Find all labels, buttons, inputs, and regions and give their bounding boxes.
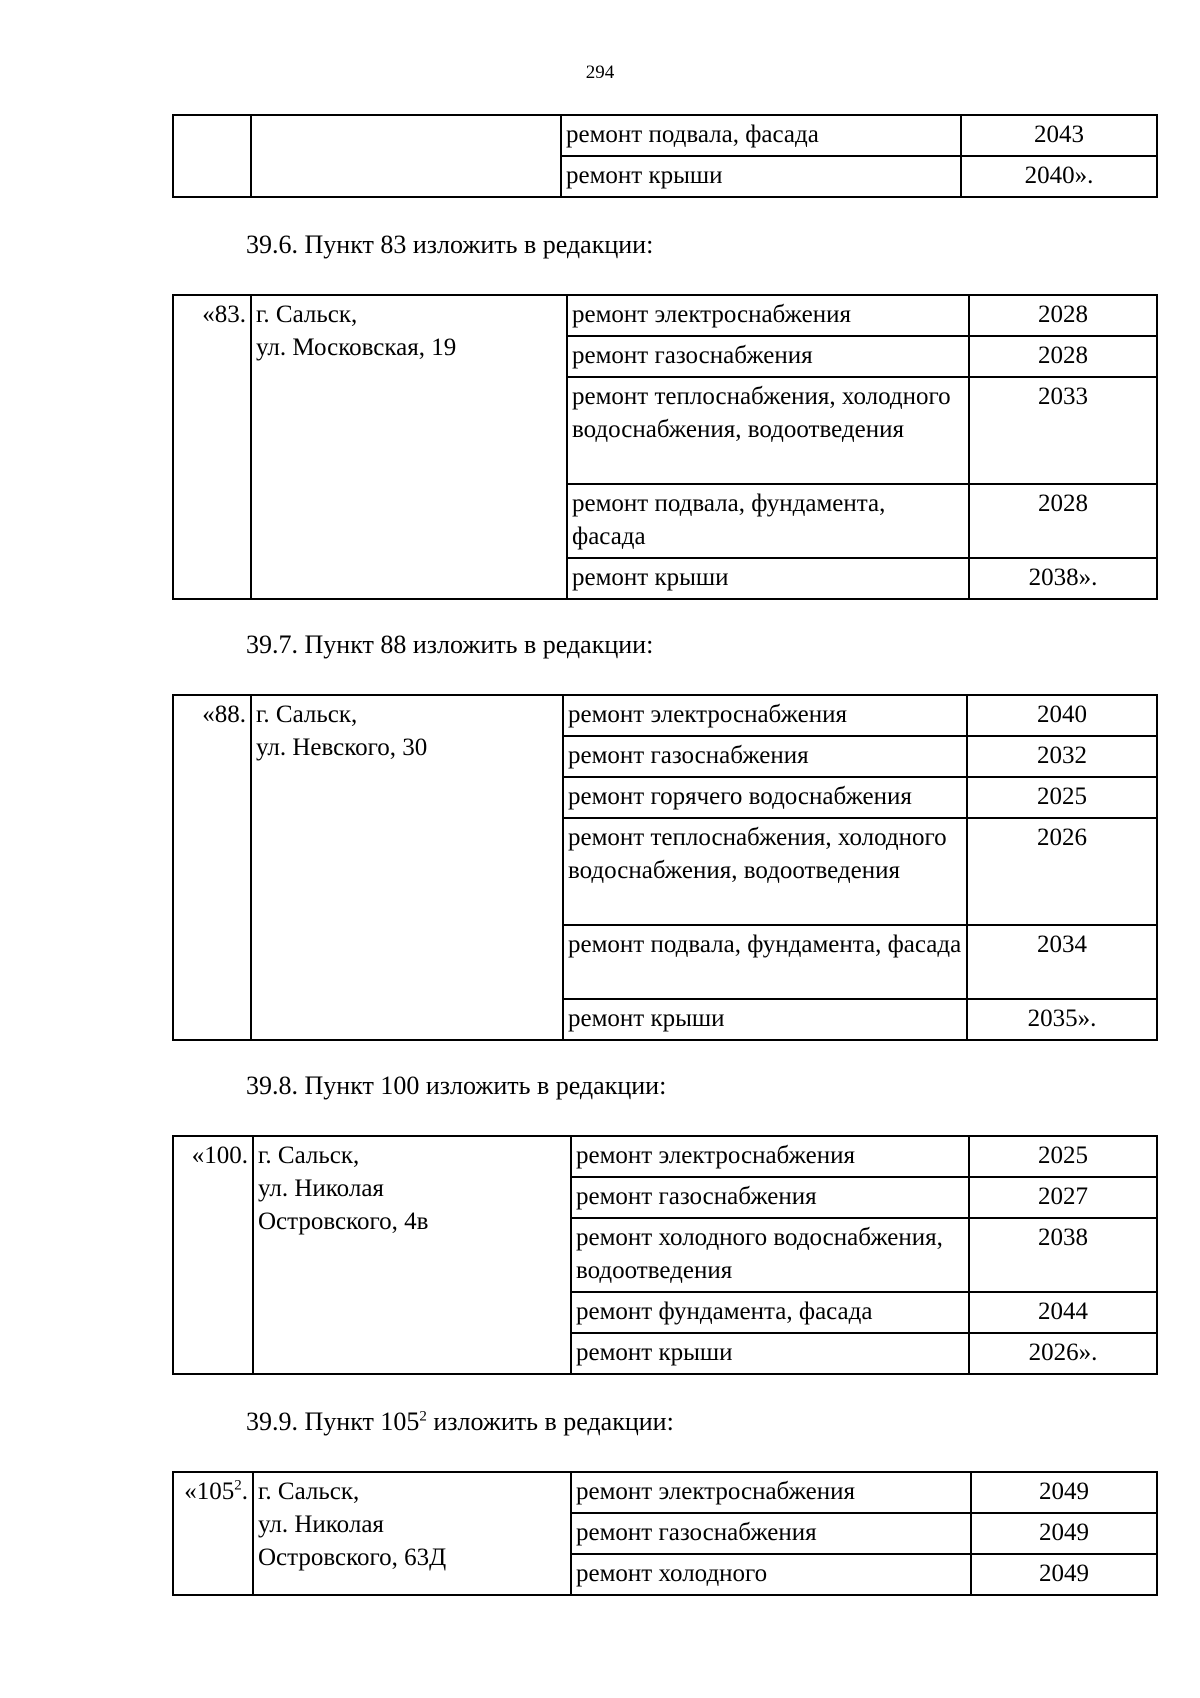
work-cell: ремонт газоснабжения — [571, 1177, 969, 1218]
address-line: ул. Невского, 30 — [256, 734, 428, 761]
year-cell: 2033 — [969, 377, 1157, 484]
year-cell: 2038». — [969, 558, 1157, 599]
work-cell: ремонт холодного — [571, 1554, 971, 1595]
work-cell: ремонт крыши — [561, 156, 961, 197]
address-line: г. Сальск, — [258, 1478, 360, 1505]
address-line: Островского, 4в — [258, 1208, 429, 1235]
table-row — [173, 695, 1157, 736]
heading-text: 39.9. Пункт 105 — [246, 1407, 420, 1436]
number-superscript: 2 — [234, 1477, 242, 1494]
item-83-table — [172, 294, 1158, 600]
page-number: 294 — [585, 62, 615, 83]
table-row — [173, 1136, 1157, 1177]
work-cell: ремонт электроснабжения — [571, 1136, 969, 1177]
year-cell: 2025 — [967, 777, 1157, 818]
address-cell — [251, 695, 563, 1040]
work-cell: ремонт подвала, фасада — [561, 115, 961, 156]
year-cell: 2049 — [971, 1513, 1157, 1554]
heading-text: изложить в редакции: — [426, 1407, 674, 1436]
year-cell: 2025 — [969, 1136, 1157, 1177]
work-cell: ремонт электроснабжения — [571, 1472, 971, 1513]
work-cell: ремонт холодного водоснабжения, водоотведения — [571, 1218, 969, 1292]
year-cell: 2026 — [967, 818, 1157, 925]
work-cell: ремонт электроснабжения — [563, 695, 967, 736]
number-cell — [173, 115, 251, 197]
year-cell: 2032 — [967, 736, 1157, 777]
section-heading: 39.6. Пункт 83 изложить в редакции: — [246, 230, 654, 259]
year-cell: 2040 — [967, 695, 1157, 736]
address-line: г. Сальск, — [256, 301, 358, 328]
work-cell: ремонт электроснабжения — [567, 295, 969, 336]
year-cell: 2026». — [969, 1333, 1157, 1374]
year-cell: 2035». — [967, 999, 1157, 1040]
section-heading: 39.8. Пункт 100 изложить в редакции: — [246, 1071, 667, 1100]
year-cell: 2044 — [969, 1292, 1157, 1333]
table-row — [173, 115, 1157, 156]
item-number: «100. — [173, 1136, 253, 1374]
work-cell: ремонт газоснабжения — [571, 1513, 971, 1554]
address-line: ул. Московская, 19 — [256, 334, 457, 361]
address-line: г. Сальск, — [256, 701, 358, 728]
year-cell: 2049 — [971, 1472, 1157, 1513]
year-cell: 2049 — [971, 1554, 1157, 1595]
item-88-table — [172, 694, 1158, 1041]
year-cell: 2028 — [969, 484, 1157, 558]
item-number: «$105^2$. — [173, 1472, 253, 1595]
work-cell: ремонт газоснабжения — [567, 336, 969, 377]
address-line: ул. Николая — [258, 1175, 384, 1202]
item-100-table — [172, 1135, 1158, 1375]
address-line: Островского, 63Д — [258, 1544, 447, 1571]
address-line: г. Сальск, — [258, 1142, 360, 1169]
work-cell: ремонт теплоснабжения, холодного водоснабжения, водоотведения — [567, 377, 969, 484]
work-cell: ремонт крыши — [567, 558, 969, 599]
year-cell: 2027 — [969, 1177, 1157, 1218]
section-heading: 39.7. Пункт 88 изложить в редакции: — [246, 630, 654, 659]
continuation-table — [172, 114, 1158, 198]
work-cell: ремонт подвала, фундамента, фасада — [567, 484, 969, 558]
year-cell: 2040». — [961, 156, 1157, 197]
work-cell: ремонт теплоснабжения, холодного водоснабжения, водоотведения — [563, 818, 967, 925]
address-line: ул. Николая — [258, 1511, 384, 1538]
work-cell: ремонт подвала, фундамента, фасада — [563, 925, 967, 999]
table-row — [173, 295, 1157, 336]
year-cell: 2028 — [969, 295, 1157, 336]
item-number: «83. — [173, 295, 251, 599]
item-number: «88. — [173, 695, 251, 1040]
address-cell — [251, 115, 561, 197]
item-105-2-table — [172, 1471, 1158, 1596]
year-cell: 2028 — [969, 336, 1157, 377]
work-cell: ремонт крыши — [563, 999, 967, 1040]
work-cell: ремонт крыши — [571, 1333, 969, 1374]
address-cell — [251, 295, 567, 599]
year-cell: 2043 — [961, 115, 1157, 156]
work-cell: ремонт фундамента, фасада — [571, 1292, 969, 1333]
year-cell: 2034 — [967, 925, 1157, 999]
address-cell — [253, 1136, 571, 1374]
work-cell: ремонт горячего водоснабжения — [563, 777, 967, 818]
address-cell — [253, 1472, 571, 1595]
section-heading — [246, 1407, 674, 1437]
year-cell: 2038 — [969, 1218, 1157, 1292]
work-cell: ремонт газоснабжения — [563, 736, 967, 777]
heading-superscript: 2 — [419, 1408, 427, 1425]
table-row — [173, 1472, 1157, 1513]
